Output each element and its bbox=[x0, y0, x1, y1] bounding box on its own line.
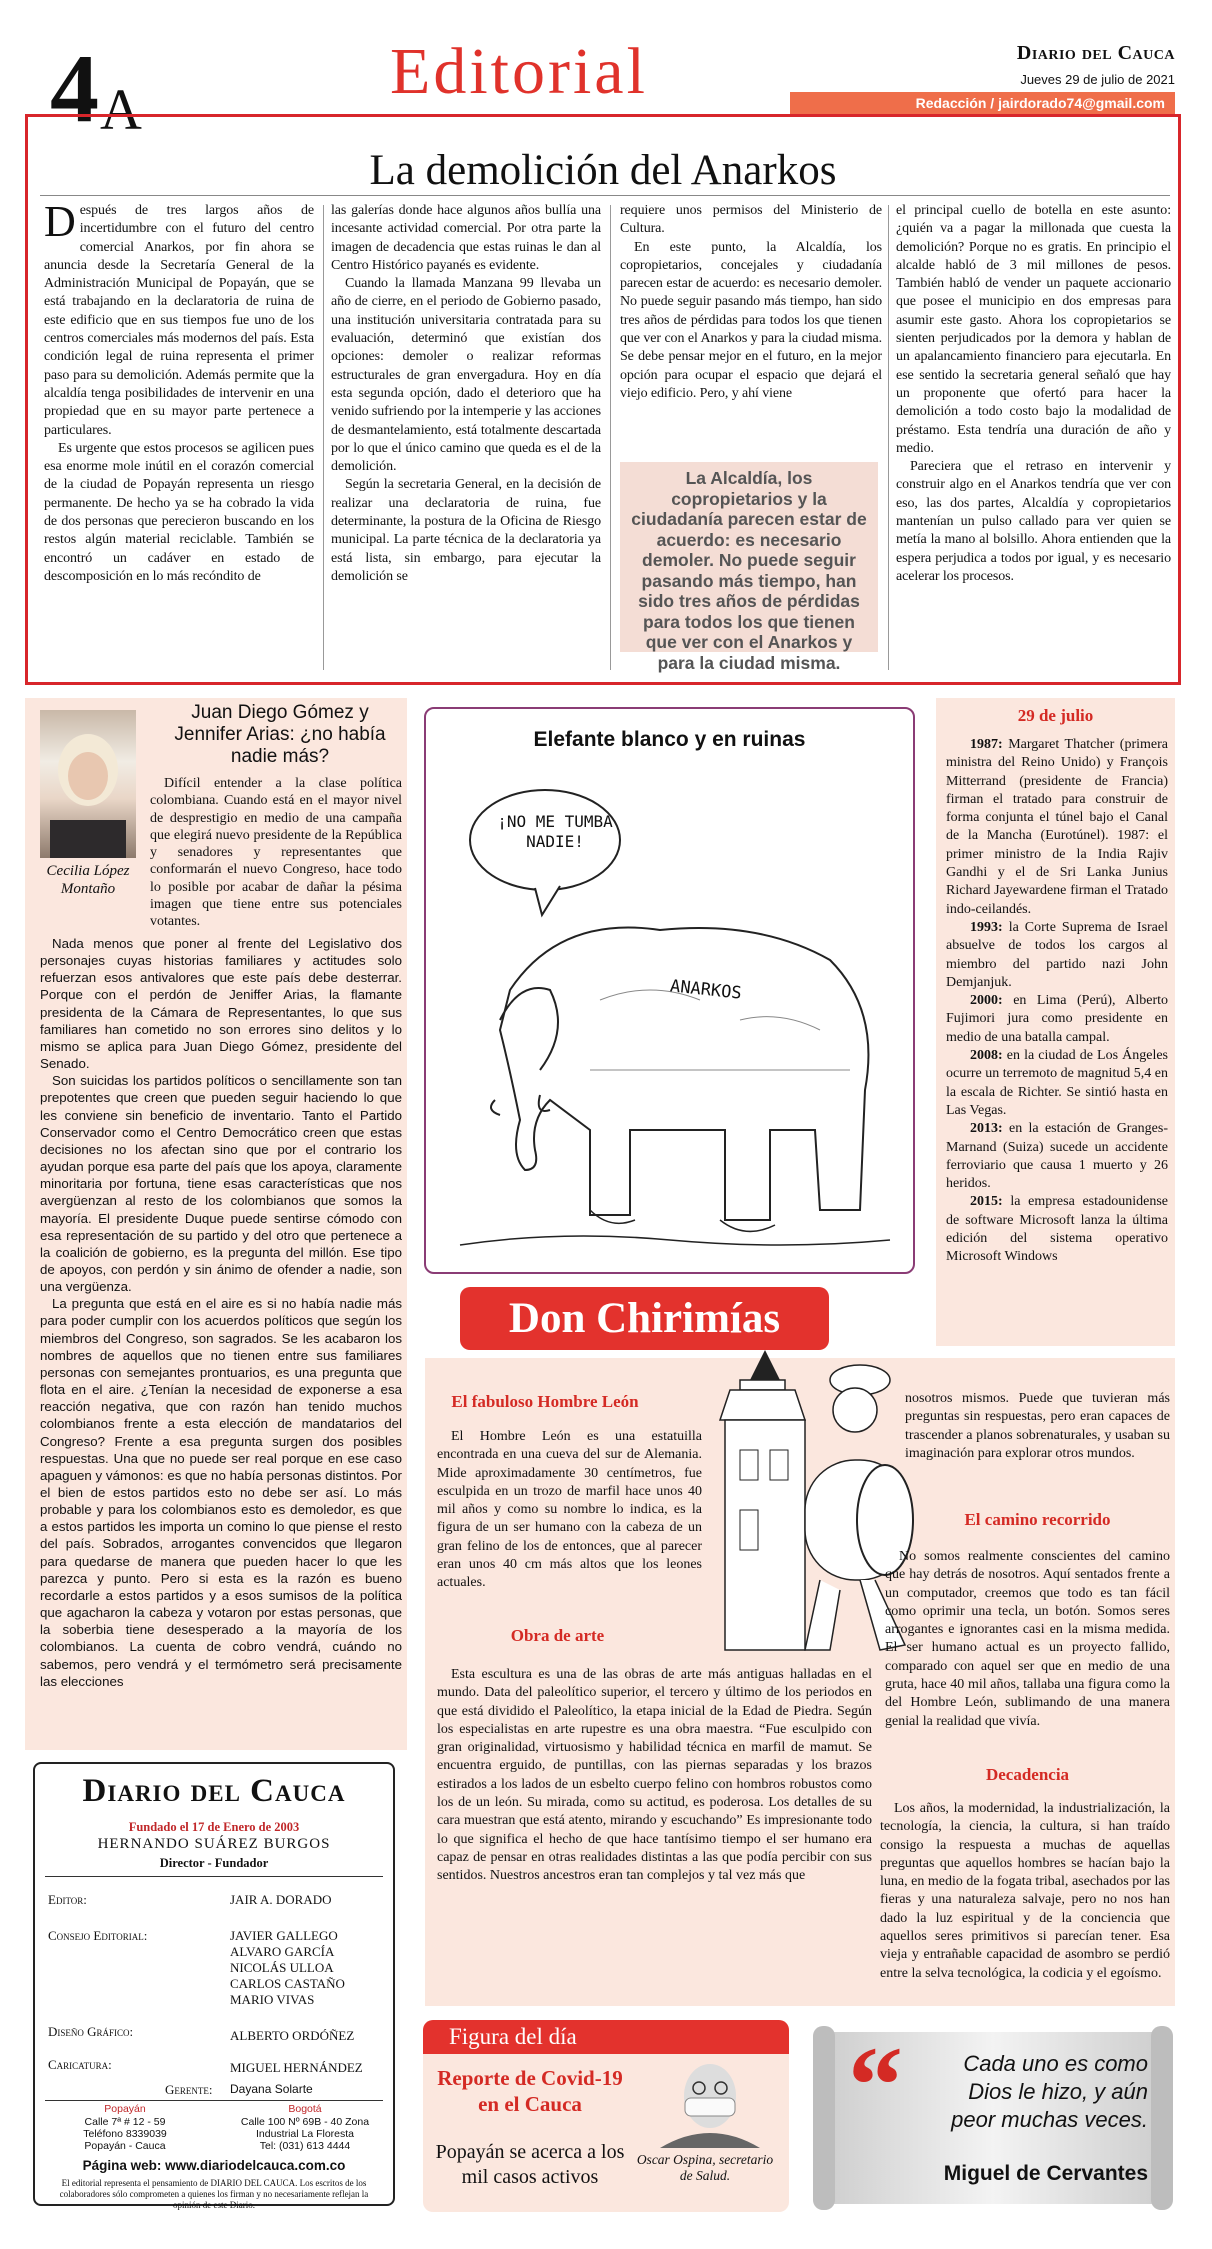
opinion-body bbox=[40, 935, 402, 1745]
staff-label: Caricatura: bbox=[48, 2057, 112, 2072]
history-item bbox=[946, 919, 1168, 992]
masthead-top: Diario del Cauca bbox=[1016, 42, 1175, 64]
editorial-col-2 bbox=[331, 202, 601, 680]
staff-masthead: Diario del Cauca bbox=[82, 1773, 346, 1809]
staff-disclaimer: El editorial representa el pensamiento de DIARIO DEL CAUCA. Los escritos de los colaboradores sólo comprometen a quienes los firman y no necesariamente reflejan la opinión de este Diario. bbox=[59, 2178, 369, 2210]
staff-founder-role: Director - Fundador bbox=[159, 1856, 269, 1870]
page-letter: A bbox=[100, 77, 142, 142]
office1-address: Calle 7ª # 12 - 59 Teléfono 8339039 Popayán - Cauca bbox=[83, 2116, 167, 2152]
staff-divider bbox=[45, 1876, 383, 1877]
pull-quote: La Alcaldía, los copropietarios y la ciudadanía parecen estar de acuerdo: es necesario demoler. No puede seguir pasando más tiempo, han sido tres años de pérdidas para todos los que tienen que ver con el Anarkos y para la ciudad misma. bbox=[620, 462, 878, 652]
elephant-label: ANARKOS bbox=[669, 976, 743, 1004]
section-title: Editorial bbox=[390, 35, 648, 108]
editorial-col-1 bbox=[44, 202, 314, 680]
website-label: Página web: bbox=[82, 2158, 162, 2173]
page-number: 4 bbox=[50, 35, 99, 143]
history-item bbox=[946, 1120, 1168, 1193]
opinion-paragraph: La pregunta que está en el aire es si no había nadie más para poder cumplir con los acuerdos políticos que según los miembros del Congreso, son sagrados. Se les acabaron los nombres de aquellos que no tienen entre sus familiares personas con semejantes prontuarios, es una pregunta que flota en el aire. ¿Tenían la necesidad de exponerse a esa reacción negativa, que con razón han tenido muchos colombianos frente a esta elección de mandatarios del Congreso? Frente a esa pregunta surgen dos posibles respuestas. Una que no puede ser real porque en ese caso apaguen y vámonos: es que no había personas distintos. Por el bien de estos partidos esto no debe ser así. Lo más probable y para los colombianos esto es demoledor, es que a estos partidos les importa un comino lo que piense el resto del país. Sobrados, arrogantes convencidos que llegaron para quedarse de manera que pueden hacer lo que les parezca y punto. Pero si esta es la razón es bueno recordarle a estos partidos y a esos sumisos de la política que agacharon la cabeza y votaron por estas personas, que la soberbia tiene desesperado a la mayoría de los colombianos. La cuenta de cobro vendrá, cuándo no sabemos, pero vendrá y el termómetro será precisamente las elecciones bbox=[40, 1296, 402, 1689]
figura-text: Popayán se acerca a los mil casos activos bbox=[435, 2141, 625, 2188]
opinion-paragraph: Nada menos que poner al frente del Legislativo dos personajes cuyas historias familiares y actitudes solo refuerzan esos antivalores que este país debe desterrar. Porque con el perdón de Jeniffer Arias, la flamante presidenta de la Cámara de Representantes, lo que sus familiares han cometido no son errores sino delitos y lo mismo se aplica para Juan Diego Gómez, presidente del Senado. bbox=[40, 936, 402, 1072]
history-item bbox=[946, 1047, 1168, 1120]
history-list bbox=[946, 736, 1168, 1342]
quote-author: Miguel de Cervantes bbox=[943, 2162, 1148, 2185]
history-year: 2000: bbox=[970, 993, 1003, 1009]
editorial-paragraph: Es urgente que estos procesos se agilicen pues esa enorme mole inútil en el corazón comercial de la ciudad de Popayán representa un riesgo permanente. De hecho ya se ha cobrado la vida de dos personas que perecieron buscando en los restos algún material reciclable. También se encontró un cadáver en estado de descomposición en lo más recóndito de bbox=[44, 440, 314, 584]
header-date: Jueves 29 de julio de 2021 bbox=[1020, 72, 1175, 87]
history-item bbox=[946, 992, 1168, 1047]
history-year: 2013: bbox=[970, 1121, 1003, 1137]
don-para-1: El Hombre León es una estatuilla encontrada en una cueva del sur de Alemania. Mide aproximadamente 30 centímetros, fue esculpida en un trozo de marfil hace unos 40 mil años y como su nombre lo indica, es la figura de un ser humano con la cabeza de un gran felino de los de entonces, que al parecer eran unos 40 cm más altos que los leones actuales. bbox=[437, 1429, 702, 1591]
author-photo bbox=[40, 710, 136, 858]
editorial-paragraph: En este punto, la Alcaldía, los copropietarios, concejales y ciudadanía parecen estar de acuerdo: es necesario demoler. No puede seguir pasando más tiempo, han sido tres años de pérdidas para todos los que tienen que ver con el Anarkos y para la ciudad misma. Se debe pensar mejor en el futuro, en la mejor opción para ocupar el espacio que dejará el viejo edificio. Pero, y ahí viene bbox=[620, 239, 882, 401]
figura-photo bbox=[655, 2058, 765, 2148]
staff-founded: Fundado el 17 de Enero de 2003 bbox=[128, 1820, 300, 1834]
history-year: 1987: bbox=[970, 737, 1003, 752]
editorial-paragraph: espués de tres largos años de incertidumbre con el futuro del centro comercial Anarkos, por fin ahora se anuncia desde la Secretaría General de la Administración Municipal de Popayán, que se está trabajando en la declaratoria de ruina de este edificio que en sus tiempos fue uno de los centros comerciales más modernos del país. Esta condición legal de ruina representa el primer paso para su demolición. Además permite que la alcaldía tenga posibilidades de intervenir en una propiedad que en su mayor parte pertenece a particulares. bbox=[44, 203, 314, 438]
figura-banner: Figura del día bbox=[423, 2020, 789, 2054]
figura-title: Reporte de Covid-19 en el Cauca bbox=[437, 2066, 623, 2116]
history-year: 1993: bbox=[970, 919, 1003, 935]
history-text: la empresa estadounidense de software Microsoft lanza la última edición del sistema operativo Microsoft Windows bbox=[946, 1194, 1168, 1265]
staff-value: JAVIER GALLEGO ALVARO GARCÍA NICOLÁS ULLOA CARLOS CASTAÑO MARIO VIVAS bbox=[230, 1928, 345, 2007]
history-year: 2015: bbox=[970, 1194, 1003, 1210]
history-text: en la estación de Granges-Marnand (Suiza) sucede un accidente ferroviario que causa 1 muerto y 26 heridos. bbox=[946, 1121, 1168, 1192]
editorial-col-3 bbox=[620, 202, 882, 457]
office2-address: Calle 100 Nº 69B - 40 Zona Industrial La Floresta Tel: (031) 613 4444 bbox=[240, 2116, 370, 2152]
speech-bubble-text: ¡NO ME TUMBA NADIE! bbox=[497, 812, 613, 851]
col-divider bbox=[888, 205, 889, 670]
don-heading-2: Obra de arte bbox=[510, 1626, 605, 1645]
staff-value: JAIR A. DORADO bbox=[230, 1892, 332, 1907]
editorial-col-4 bbox=[896, 202, 1171, 680]
staff-label: Diseño Gráfico: bbox=[48, 2024, 134, 2039]
don-para-2: Esta escultura es una de las obras de arte más antiguas halladas en el mundo. Data del paleolítico superior, el tercero y último de los periodos en que está dividido el Paleolítico, la etapa inicial de la Edad de Piedra. Según los especialistas en arte rupestre es una obra maestra. “Fue esculpido con gran originalidad, virtuosismo y habilidad técnica en marfil de mamut. Se encuentra erguido, de puntillas, con las piernas separadas y los brazos estirados a los lados de un esbelto cuerpo felino con hombros robustos como los de un león. Su mirada, como su actitud, es poderosa. Los detalles de su cara muestran que está atento, mirando y escuchando” Es impresionante todo lo que significa el hecho de que hace tantísimo tiempo el ser humano era capaz de pensar en otras realidades distintas a las que podía percibir con sus sentidos. Nuestros ancestros eran tan complejos y tal vez más que bbox=[437, 1667, 872, 1884]
staff-label: Consejo Editorial: bbox=[48, 1928, 148, 1943]
contact-bar bbox=[790, 92, 1175, 116]
office2-city: Bogotá bbox=[288, 2103, 322, 2115]
don-para-4: No somos realmente conscientes del camino que hay detrás de nosotros. Aquí sentados frente a un computador, creemos que todo es tan fácil como oprimir una tecla, un botón. Somos seres arrogantes e ignorantes casi en la misma medida. El ser humano actual es un proyecto fallido, comparado con aquel ser que en medio de una gruta, hace 40 mil años, tallaba una figura como la del Hombre León, sublimando de una manera genial la realidad que vivía. bbox=[885, 1549, 1170, 1729]
history-text: en la ciudad de Los Ángeles ocurre un terremoto de magnitud 5,4 en la escala de Richter. Se sintió hasta en Las Vegas. bbox=[946, 1048, 1168, 1118]
website-link[interactable]: www.diariodelcauca.com.co bbox=[165, 2158, 346, 2173]
person-portrait bbox=[655, 2058, 765, 2148]
staff-divider bbox=[45, 2100, 383, 2101]
col-divider bbox=[610, 205, 611, 670]
website-line bbox=[33, 2158, 395, 2173]
office1-city: Popayán bbox=[104, 2103, 146, 2115]
editorial-paragraph: Según la secretaria General, en la decisión de realizar una declaratoria de ruina, fue determinante, la postura de la Oficina de Riesgo municipal. La parte técnica de la declaratoria ya está lista, sin embargo, para ejecutar la demolición se bbox=[331, 477, 601, 584]
don-chirimias-banner: Don Chirimías bbox=[460, 1287, 829, 1350]
history-year: 2008: bbox=[970, 1048, 1003, 1064]
author-portrait bbox=[40, 710, 136, 858]
don-heading-3: El camino recorrido bbox=[964, 1510, 1111, 1529]
staff-label: Editor: bbox=[48, 1892, 87, 1907]
figura-caption: Oscar Ospina, secretario de Salud. bbox=[636, 2152, 774, 2183]
title-divider bbox=[40, 195, 1170, 196]
drop-cap: D bbox=[44, 202, 76, 246]
gerente-value: Dayana Solarte bbox=[230, 2082, 313, 2096]
editorial-title: La demolición del Anarkos bbox=[369, 147, 837, 194]
history-text: en Lima (Perú), Alberto Fujimori jura como presidente en medio de una batalla campal. bbox=[946, 993, 1168, 1045]
history-text: la Corte Suprema de Israel absuelve de todos los cargos al miembro del partido nazi John Demjanjuk. bbox=[946, 919, 1168, 990]
editorial-paragraph: las galerías donde hace algunos años bullía una incesante actividad comercial. Por otra parte la imagen de decadencia que estas ruinas le dan al Centro Histórico payanés es evidente. bbox=[331, 203, 601, 273]
quote-mark-icon: “ bbox=[848, 2024, 903, 2146]
history-date: 29 de julio bbox=[1017, 706, 1094, 725]
author-name: Cecilia López Montaño bbox=[46, 863, 130, 897]
editorial-paragraph: Cuando la llamada Manzana 99 llevaba un año de cierre, en el periodo de Gobierno pasado, una institución universitaria contratada para su evaluación, determinó que existían dos opciones: demoler o realizar reformas estructurales de gran envergadura. Hoy en día esta segunda opción, dado el deterioro que ha venido sufriendo por la intemperie y las acciones de desmantelamiento, está totalmente descartada por lo que el único camino que queda es el de la demolición. bbox=[331, 276, 601, 475]
staff-founder: HERNANDO SUÁREZ BURGOS bbox=[97, 1836, 331, 1852]
editorial-paragraph: Pareciera que el retraso en intervenir y construir algo en el Anarkos tendría que ver con eso, las dos partes, Alcaldía y copropietarios mantenían un pulso callado para ver quien se metía la mano al bolsillo. Ahora entienden que la espera perjudica a todos por igual, y es necesario acelerar los procesos. bbox=[896, 459, 1171, 584]
contact-text: Redacción / jairdorado74@gmail.com bbox=[915, 95, 1165, 111]
don-para-5: Los años, la modernidad, la industrialización, la tecnología, la ciencia, la cultura, si han traído consigo la respuesta a muchas de aquellas preguntas que aquellos hombres se hacían bajo la luna, en medio de la fogata tribal, asechados por las fieras y una naturaleza salvaje, pero no nos han dado la luz espiritual y de la conciencia que aquellos seres primitivos si parecían tener. Esa vieja y entrañable capacidad de asombro se perdió entre la selva tecnológica, la codicia y el egoísmo. bbox=[880, 1801, 1170, 1981]
don-heading-1: El fabuloso Hombre León bbox=[451, 1392, 639, 1411]
staff-value: ALBERTO ORDÓÑEZ bbox=[230, 2028, 355, 2043]
opinion-intro: Difícil entender a la clase política colombiana. Cuando está en el mayor nivel de desprestigio en medio de una campaña que elegirá nuevo presidente de la República y senadores y representantes que conformarán el nuevo Congreso, hace todo lo posible por acabar de dañar la pésima imagen que tiene entre sus potenciales votantes. bbox=[150, 776, 402, 930]
history-text: Margaret Thatcher (primera ministra del Reino Unido) y François Mitterrand (presidente de Francia) firman el tratado para construir de forma conjunta el túnel bajo el Canal de la Mancha (Eurotúnel). 1987: el primer ministro de la India Rajiv Gandhi y el de Sri Lanka Junius Richard Jayewardene firman el Tratado indo-ceilandés. bbox=[946, 737, 1168, 917]
gerente-label: Gerente: bbox=[165, 2082, 213, 2097]
history-item bbox=[946, 736, 1168, 919]
opinion-title: Juan Diego Gómez y Jennifer Arias: ¿no había nadie más? bbox=[174, 702, 386, 767]
opinion-paragraph: Son suicidas los partidos políticos o sencillamente son tan prepotentes que creen que pueden seguir haciendo lo que les conviene sin beneficio de inventario. Tanto el Partido Conservador como el Centro Democrático creen que estas decisiones no los afectan sino que por el contrario los ayudan porque esa parte del país que los apoya, claramente minoritaria por fortuna, tiene esas características que nos avergüenzan al resto de los colombianos que somos la mayoría. El presidente Duque puede sentirse cómodo con esa representación de su partido y del otro que pertenece a la coalición de gobierno, es la pregunta del millón. Ese tipo de apoyos, con perdón y sin ánimo de ofender a nadie, son una vergüenza. bbox=[40, 1073, 402, 1295]
staff-value: MIGUEL HERNÁNDEZ bbox=[230, 2060, 363, 2075]
quote-text: Cada uno es como Dios le hizo, y aún peor muchas veces. bbox=[951, 2051, 1148, 2132]
cartoon-title: Elefante blanco y en ruinas bbox=[533, 728, 806, 751]
editorial-paragraph: el principal cuello de botella en este asunto: ¿quién va a pagar la millonada que cuesta la demolición? Porque no es gratis. En principio el alcalde habló de 3 mil millones de pesos. También habló de vender un paquete accionario que posee el municipio en dos empresas para asumir este gasto. Ahora los copropietarios se sienten perjudicados por la demora y hablan de un apalancamiento financiero para ejecutarla. En ese sentido la secretaria general señaló que hay un proponente que ofertó para hacer la demolición a todo costo bajo la modalidad de préstamo. Esta tendría una duración de año y medio. bbox=[896, 203, 1171, 456]
don-heading-4: Decadencia bbox=[985, 1765, 1070, 1784]
history-item bbox=[946, 1193, 1168, 1266]
col-divider bbox=[323, 205, 324, 670]
don-para-3: nosotros mismos. Puede que tuvieran más preguntas sin respuestas, pero eran capaces de trascender a planos sobrenaturales, y usaban su imaginación para explorar otros mundos. bbox=[905, 1391, 1170, 1461]
editorial-paragraph: requiere unos permisos del Ministerio de Cultura. bbox=[620, 203, 882, 237]
